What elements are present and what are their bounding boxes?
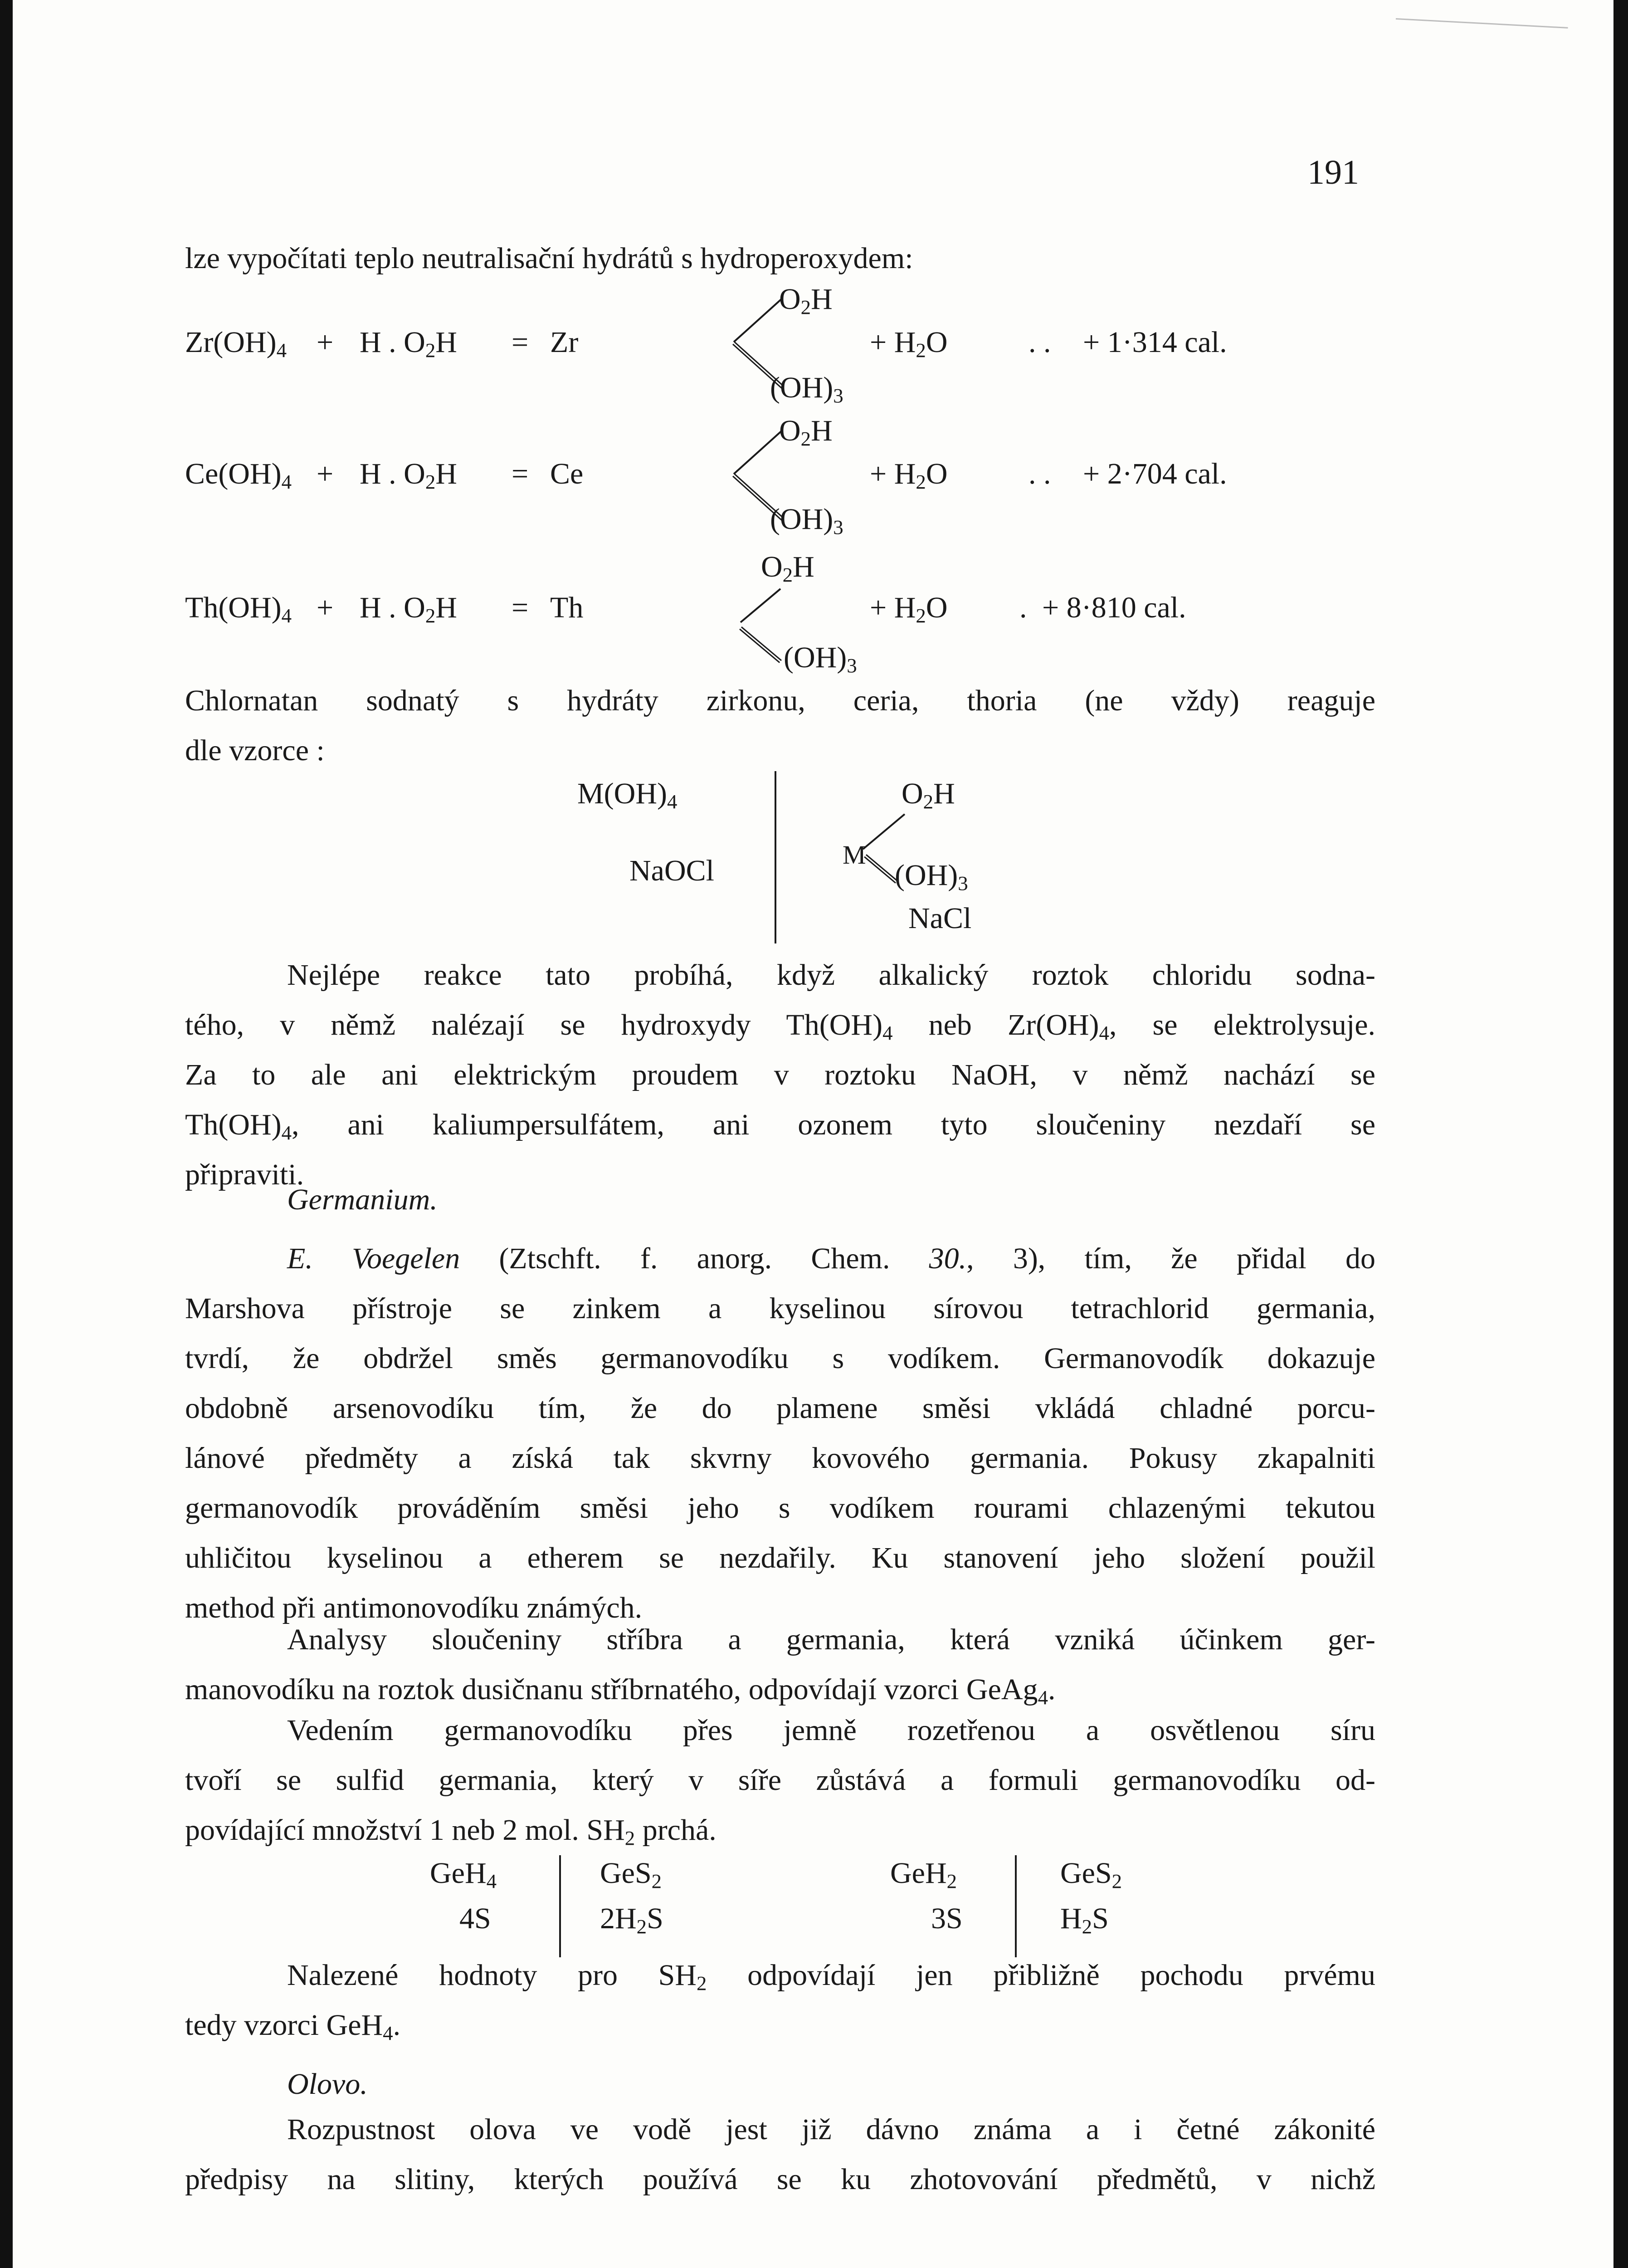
eq1-peroxide: H . $O_2H$ <box>360 326 457 362</box>
text-line: Vedením germanovodíku přes jemně rozetřenou a osvětlenou síru <box>287 1714 1375 1747</box>
paragraph-lead <box>185 2105 1375 2204</box>
eq3-heat: + 8·810 cal. <box>1042 591 1186 624</box>
text-line: obdobně arsenovodíku tím, že do plamene směsi vkládá chladné porcu- <box>185 1392 1375 1425</box>
intro-line: lze vypočítati teplo neutralisační hydrátů s hydroperoxydem: <box>185 242 913 275</box>
eq2-water: + $H_2O$ <box>870 457 948 494</box>
ge-cell-c4-top: GeS$_2$ <box>1060 1857 1122 1893</box>
heading-olovo: Olovo. <box>287 2068 368 2101</box>
text-line: dle vzorce : <box>185 734 325 767</box>
text-line: germanovodík prováděním směsi jeho s vodíkem rourami chlazenými tekutou <box>185 1491 1375 1525</box>
eq2-equals: = <box>512 457 529 490</box>
text-line: Za to ale ani elektrickým proudem v roztoku NaOH, v němž nachází se <box>185 1058 1375 1091</box>
paragraph-hypochlorite <box>185 676 1375 776</box>
eq2-peroxide: H . $O_2H$ <box>360 457 457 494</box>
eq1-plus: + <box>317 326 334 359</box>
text-line: Marshova přístroje se zinkem a kyselinou sírovou tetrachlorid germania, <box>185 1292 1375 1325</box>
ge-cell-c1-bottom: 4S <box>459 1902 491 1935</box>
eq3-dots: . <box>1019 591 1027 624</box>
ge-cell-c3-top: GeH$_2$ <box>890 1857 957 1893</box>
page-number: 191 <box>1307 153 1359 191</box>
eq2-metal: Ce <box>550 457 584 490</box>
eq3-peroxide: H . $O_2H$ <box>360 591 457 627</box>
eq1-water: + $H_2O$ <box>870 326 948 362</box>
text-line: $Th(OH)_4$, ani kaliumpersulfátem, ani ozonem tyto sloučeniny nezdaří se <box>185 1108 1375 1144</box>
text-line: Nalezené hodnoty pro $SH_2$ odpovídají jen přibližně pochodu prvému <box>287 1959 1375 1995</box>
text-line: povídající množství 1 neb 2 mol. $SH_2$ prchá. <box>185 1813 717 1850</box>
eq3-bond-lower <box>739 626 782 663</box>
text-line: Chlornatan sodnatý s hydráty zirkonu, ceria, thoria (ne vždy) reaguje <box>185 684 1375 717</box>
text-line: předpisy na slitiny, kterých používá se ku zhotovování předmětů, v nichž <box>185 2163 1375 2196</box>
paragraph-electrolysis <box>185 950 1375 1200</box>
eq2-lower-ligand: $(OH)_3$ <box>770 503 843 539</box>
text-line: Rozpustnost olova ve vodě jest již dávno známa a i četné zákonité <box>287 2113 1375 2146</box>
heading-germanium: Germanium. <box>287 1183 438 1216</box>
text-line: lánové předměty a získá tak skvrny kovového germania. Pokusy zkapalniti <box>185 1442 1375 1475</box>
text-line: manovodíku na roztok dusičnanu stříbrnatého, odpovídají vzorci GeAg$_4$. <box>185 1673 1056 1709</box>
ge-cell-c2-top: GeS$_2$ <box>600 1857 662 1893</box>
scheme-hydroxo: $(OH)_3$ <box>895 859 968 895</box>
eq1-equals: = <box>512 326 529 359</box>
text-line: připraviti. <box>185 1158 304 1191</box>
scheme-chloride: NaCl <box>908 902 972 935</box>
paragraph-voegelen <box>185 1234 1375 1633</box>
paragraph-values <box>185 1950 1375 2050</box>
scheme-peroxo: $O_2H$ <box>902 777 955 813</box>
eq1-metal: Zr <box>550 326 579 359</box>
eq3-metal: Th <box>550 591 584 624</box>
eq3-reactant: $Th(OH)_4$ <box>185 591 292 627</box>
eq2-upper-ligand: $O_2H$ <box>779 414 833 450</box>
text-line: tvrdí, že obdržel směs germanovodíku s vodíkem. Germanovodík dokazuje <box>185 1342 1375 1375</box>
eq3-water: + $H_2O$ <box>870 591 948 627</box>
eq3-plus: + <box>317 591 334 624</box>
text-line: tého, v němž nalézají se hydroxydy $Th(OH)_4$ neb $Zr(OH)_4$, se elektrolysuje. <box>185 1008 1376 1045</box>
eq1-lower-ligand: $(OH)_3$ <box>770 371 843 407</box>
eq2-bond-upper <box>733 429 783 474</box>
eq1-reactant: $Zr(OH)_4$ <box>185 326 287 362</box>
scheme-bond-lower <box>864 854 898 884</box>
text-line: tedy vzorci GeH$_4$. <box>185 2009 401 2045</box>
scan-edge-mark <box>1396 18 1568 29</box>
book-page <box>13 0 1613 2268</box>
scheme-divider <box>775 771 776 943</box>
eq3-bond-upper <box>740 588 781 623</box>
text-line: E. Voegelen (Ztschft. f. anorg. Chem. 30., 3), tím, že přidal do <box>287 1242 1375 1275</box>
text-line: Nejlépe reakce tato probíhá, když alkalický roztok chloridu sodna- <box>287 958 1375 992</box>
eq2-reactant: $Ce(OH)_4$ <box>185 457 292 494</box>
eq3-lower-ligand: $(OH)_3$ <box>784 641 857 677</box>
eq1-heat: + 1·314 cal. <box>1083 326 1227 359</box>
ge-cell-c2-bottom: $2H_2S$ <box>600 1902 663 1938</box>
scheme-hydroxide: $M(OH)_4$ <box>577 777 678 813</box>
text-line: uhličitou kyselinou a etherem se nezdařily. Ku stanovení jeho složení použil <box>185 1541 1375 1574</box>
text-line: method při antimonovodíku známých. <box>185 1591 643 1624</box>
eq1-upper-ligand: $O_2H$ <box>779 283 833 319</box>
eq3-upper-ligand: $O_2H$ <box>761 550 814 587</box>
scheme-metal: M <box>843 840 866 870</box>
ge-cell-c3-bottom: 3S <box>931 1902 963 1935</box>
eq1-dots: . . <box>1028 326 1051 359</box>
eq1-bond-upper <box>733 297 783 342</box>
scheme-hypochlorite: NaOCl <box>629 854 714 887</box>
eq3-equals: = <box>512 591 529 624</box>
paragraph-analyses <box>185 1615 1375 1715</box>
text-line: Analysy sloučeniny stříbra a germania, která vzniká účinkem ger- <box>287 1623 1375 1656</box>
text-line: tvoří se sulfid germania, který v síře zůstává a formuli germanovodíku od- <box>185 1764 1375 1797</box>
ge-cell-c1-top: GeH$_4$ <box>430 1857 497 1893</box>
paragraph-sulfide <box>185 1706 1375 1855</box>
eq2-heat: + 2·704 cal. <box>1083 457 1227 490</box>
eq2-dots: . . <box>1028 457 1051 490</box>
ge-cell-c4-bottom: $H_2S$ <box>1060 1902 1109 1938</box>
eq2-plus: + <box>317 457 334 490</box>
ge-divider-1 <box>559 1855 561 1957</box>
scheme-bond-upper <box>863 813 905 850</box>
ge-divider-2 <box>1015 1855 1017 1957</box>
